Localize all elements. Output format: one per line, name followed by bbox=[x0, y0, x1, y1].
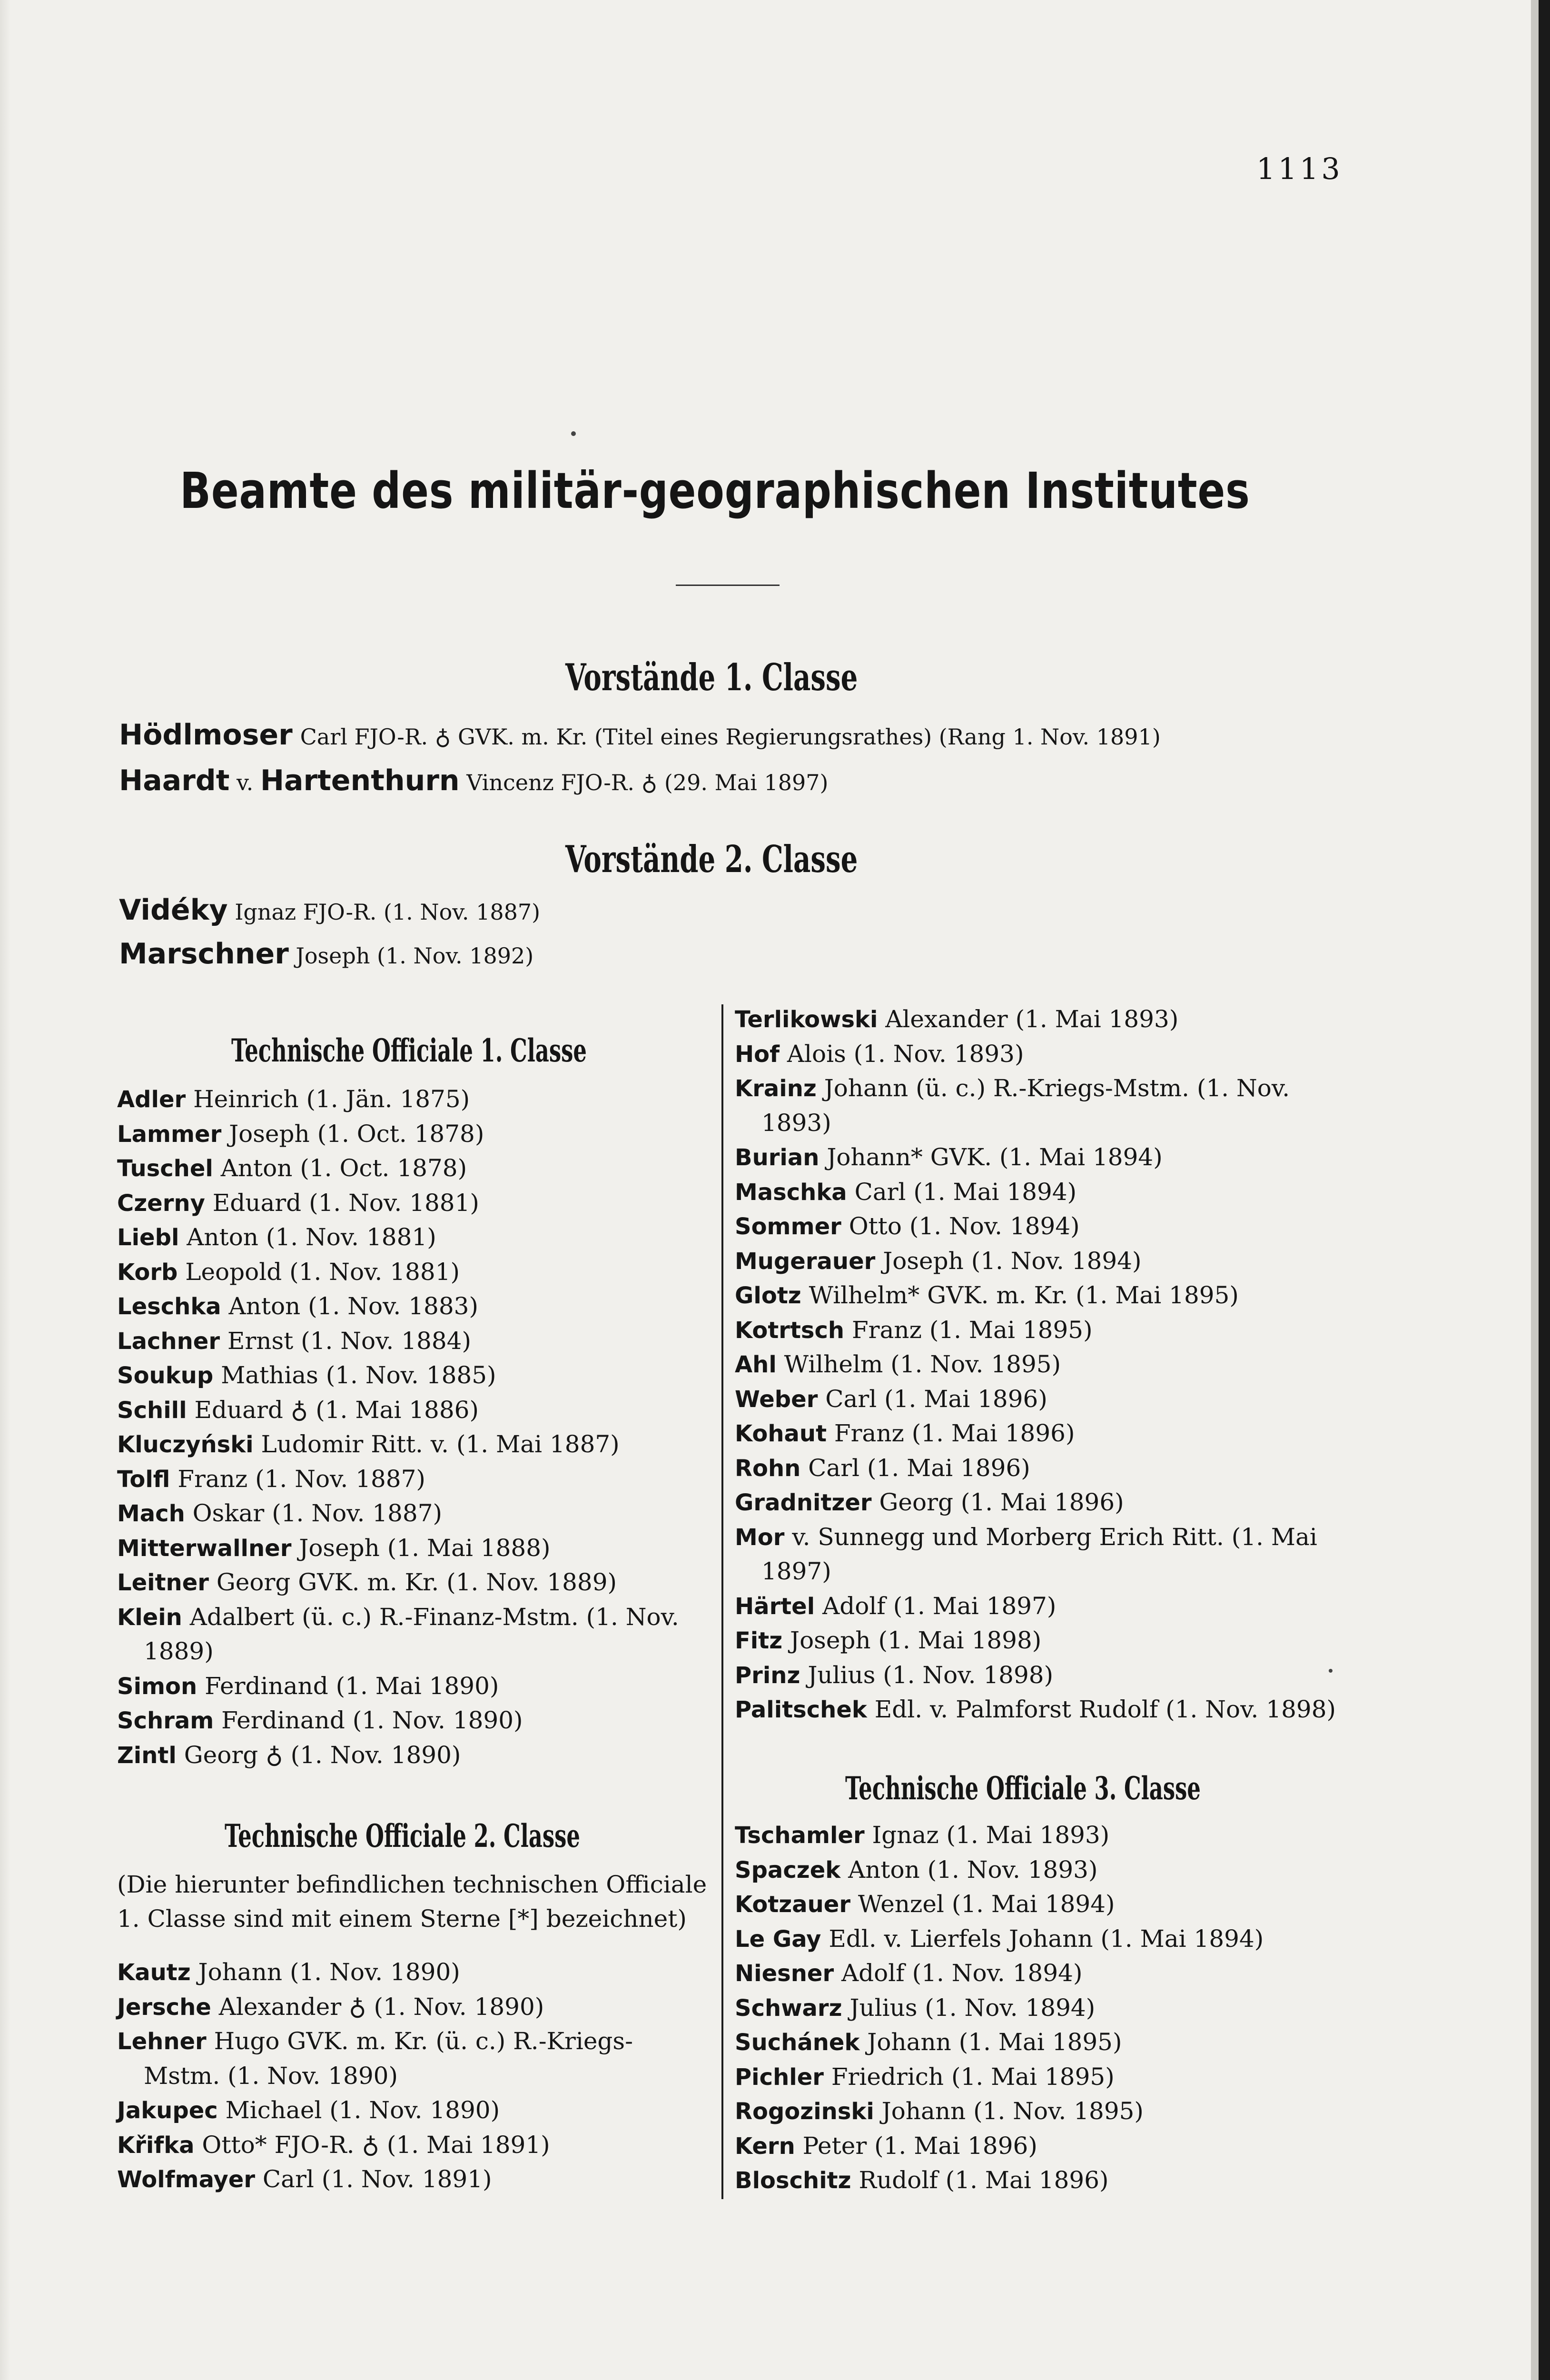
surname: Rohn bbox=[735, 1455, 801, 1482]
surname: Kotrtsch bbox=[735, 1317, 845, 1344]
entry-text: Oskar (1. Nov. 1887) bbox=[185, 1499, 443, 1527]
entry-text: Joseph (1. Mai 1888) bbox=[291, 1534, 551, 1562]
surname: Kotzauer bbox=[735, 1891, 850, 1918]
entry-marschner bbox=[119, 937, 534, 971]
entry-text: Peter (1. Mai 1896) bbox=[795, 2132, 1037, 2160]
surname: Mor bbox=[735, 1524, 785, 1551]
list-item bbox=[735, 1924, 1264, 1953]
list-item bbox=[735, 1318, 1093, 1342]
surname: Fitz bbox=[735, 1627, 783, 1654]
list-item bbox=[117, 1743, 461, 1767]
list-item bbox=[117, 1995, 544, 2019]
list-item bbox=[117, 1432, 620, 1456]
list-item bbox=[117, 2098, 500, 2122]
list-item bbox=[735, 1214, 1080, 1238]
surname: Vidéky bbox=[119, 893, 228, 927]
surname: Wolfmayer bbox=[117, 2166, 255, 2193]
entry-text: Joseph (1. Oct. 1878) bbox=[221, 1120, 484, 1148]
list-item bbox=[735, 1042, 1024, 1066]
entry-text: Wenzel (1. Mai 1894) bbox=[850, 1890, 1115, 1918]
surname: Pichler bbox=[735, 2063, 824, 2091]
entry-text: Carl FJO-R. ♁ GVK. m. Kr. (Titel eines Regierungsrathes) (Rang 1. Nov. 1891) bbox=[300, 724, 1161, 750]
entry-text: Ludomir Ritt. v. (1. Mai 1887) bbox=[253, 1430, 620, 1458]
surname: Leschka bbox=[117, 1293, 221, 1320]
surname: Lammer bbox=[117, 1121, 222, 1148]
entry-text: Eduard (1. Nov. 1881) bbox=[205, 1189, 479, 1217]
entry-text: 1897) bbox=[761, 1557, 831, 1585]
entry-text: Anton (1. Oct. 1878) bbox=[213, 1154, 467, 1182]
heading-officiale-2: Technische Officiale 2. Classe bbox=[225, 1817, 580, 1854]
list-item bbox=[735, 1663, 1053, 1687]
surname: Klein bbox=[117, 1604, 182, 1631]
list-item bbox=[117, 2029, 633, 2053]
surname: Palitschek bbox=[735, 1696, 867, 1723]
surname: Maschka bbox=[735, 1179, 847, 1206]
list-item bbox=[117, 1363, 496, 1387]
entry-text: Edl. v. Lierfels Johann (1. Mai 1894) bbox=[821, 1924, 1264, 1953]
surname: Glotz bbox=[735, 1282, 801, 1309]
entry-text: Johann (ü. c.) R.-Kriegs-Mstm. (1. Nov. bbox=[816, 1074, 1290, 1102]
entry-text: Julius (1. Nov. 1894) bbox=[842, 1993, 1096, 2022]
entry-text-2: Vincenz FJO-R. ♁ (29. Mai 1897) bbox=[459, 770, 829, 795]
entry-text: v. bbox=[229, 770, 260, 795]
surname: Kautz bbox=[117, 1959, 191, 1986]
entry-text: Georg ♁ (1. Nov. 1890) bbox=[176, 1741, 461, 1769]
entry-text: Mathias (1. Nov. 1885) bbox=[213, 1361, 496, 1389]
entry-text: Ignaz FJO-R. (1. Nov. 1887) bbox=[227, 899, 541, 925]
surname: Rogozinski bbox=[735, 2098, 874, 2125]
entry-text: Johann* GVK. (1. Mai 1894) bbox=[819, 1143, 1163, 1171]
surname: Soukup bbox=[117, 1362, 214, 1389]
surname: Tolfl bbox=[117, 1466, 170, 1493]
list-item bbox=[735, 1456, 1030, 1480]
entry-text: Anton (1. Nov. 1893) bbox=[840, 1855, 1098, 1884]
list-item bbox=[117, 1156, 467, 1180]
list-item bbox=[735, 1076, 1290, 1100]
surname: Marschner bbox=[119, 937, 289, 971]
entry-text: Georg GVK. m. Kr. (1. Nov. 1889) bbox=[208, 1568, 617, 1596]
list-item bbox=[735, 1892, 1115, 1916]
page-title: Beamte des militär-geographischen Institutes bbox=[180, 462, 1250, 520]
entry-haardt bbox=[119, 766, 829, 795]
heading-vorstaende-2: Vorstände 2. Classe bbox=[565, 838, 858, 881]
list-item bbox=[735, 1249, 1142, 1273]
list-item bbox=[735, 1283, 1239, 1307]
entry-text: Friedrich (1. Mai 1895) bbox=[823, 2063, 1115, 2091]
list-item bbox=[117, 1674, 499, 1698]
entry-text: Adalbert (ü. c.) R.-Finanz-Mstm. (1. Nov. bbox=[182, 1603, 679, 1631]
surname: Adler bbox=[117, 1086, 186, 1113]
entry-text: Georg (1. Mai 1896) bbox=[871, 1488, 1124, 1516]
list-item bbox=[117, 1467, 425, 1491]
surname: Suchánek bbox=[735, 2029, 860, 2056]
surname: Czerny bbox=[117, 1190, 205, 1217]
column-divider bbox=[721, 1004, 723, 2199]
surname: Křifka bbox=[117, 2132, 195, 2159]
entry-text: Ferdinand (1. Mai 1890) bbox=[197, 1672, 499, 1700]
entry-text: Carl (1. Mai 1896) bbox=[800, 1454, 1030, 1482]
surname: Mitterwallner bbox=[117, 1535, 292, 1562]
surname: Schill bbox=[117, 1397, 187, 1424]
list-item bbox=[117, 1260, 460, 1284]
surname: Liebl bbox=[117, 1224, 179, 1251]
entry-text: Adolf (1. Mai 1897) bbox=[815, 1592, 1056, 1620]
list-item bbox=[735, 2099, 1144, 2123]
surname: Prinz bbox=[735, 1662, 800, 1689]
entry-text: Julius (1. Nov. 1898) bbox=[800, 1661, 1054, 1689]
surname: Zintl bbox=[117, 1742, 177, 1769]
list-item bbox=[735, 1490, 1124, 1514]
surname: Niesner bbox=[735, 1960, 834, 1987]
entry-text: 1889) bbox=[144, 1637, 214, 1665]
surname-2: Hartenthurn bbox=[260, 764, 460, 797]
list-item bbox=[735, 2030, 1122, 2054]
entry-text: Rudolf (1. Mai 1896) bbox=[851, 2166, 1109, 2194]
entry-text: Carl (1. Mai 1896) bbox=[818, 1385, 1047, 1413]
entry-text: Alois (1. Nov. 1893) bbox=[780, 1040, 1024, 1068]
list-item bbox=[117, 1570, 617, 1594]
list-item bbox=[117, 1191, 479, 1215]
surname: Spaczek bbox=[735, 1856, 841, 1884]
entry-text: Otto (1. Nov. 1894) bbox=[841, 1212, 1080, 1240]
list-item bbox=[117, 1501, 442, 1525]
title-rule bbox=[676, 585, 780, 586]
list-item bbox=[735, 2134, 1037, 2158]
note-line-2: 1. Classe sind mit einem Sterne [*] bezeichnet) bbox=[117, 1905, 687, 1933]
entry-text: Franz (1. Mai 1896) bbox=[827, 1419, 1075, 1447]
entry-videky bbox=[119, 893, 541, 927]
entry-text: Edl. v. Palmforst Rudolf (1. Nov. 1898) bbox=[867, 1696, 1336, 1723]
surname: Burian bbox=[735, 1144, 819, 1171]
surname: Kluczyński bbox=[117, 1431, 254, 1458]
heading-officiale-1: Technische Officiale 1. Classe bbox=[231, 1032, 587, 1069]
surname: Hof bbox=[735, 1041, 780, 1068]
entry-text: Joseph (1. Nov. 1894) bbox=[875, 1247, 1142, 1275]
surname: Weber bbox=[735, 1386, 818, 1413]
list-item bbox=[117, 1960, 460, 1984]
surname: Hödlmoser bbox=[119, 718, 293, 752]
entry-text: Ernst (1. Nov. 1884) bbox=[220, 1327, 471, 1355]
surname: Jakupec bbox=[117, 2097, 218, 2124]
surname: Gradnitzer bbox=[735, 1489, 872, 1516]
page-number: 1113 bbox=[1256, 151, 1343, 186]
list-item bbox=[117, 2133, 550, 2157]
surname: Terlikowski bbox=[735, 1006, 878, 1033]
list-item bbox=[735, 2065, 1115, 2089]
surname: Ahl bbox=[735, 1351, 777, 1378]
print-speck bbox=[571, 431, 576, 436]
heading-vorstaende-1: Vorstände 1. Classe bbox=[565, 656, 858, 699]
entry-text: Wilhelm* GVK. m. Kr. (1. Mai 1895) bbox=[801, 1281, 1239, 1309]
entry-text: Adolf (1. Nov. 1894) bbox=[834, 1959, 1083, 1987]
surname: Sommer bbox=[735, 1213, 841, 1240]
surname: Tuschel bbox=[117, 1155, 213, 1182]
surname: Lehner bbox=[117, 2028, 207, 2055]
entry-text: Franz (1. Mai 1895) bbox=[844, 1316, 1093, 1344]
list-item bbox=[735, 1387, 1047, 1411]
entry-text: Heinrich (1. Jän. 1875) bbox=[186, 1085, 470, 1113]
page-edge-right bbox=[1527, 0, 1550, 2380]
entry-text: Otto* FJO-R. ♁ (1. Mai 1891) bbox=[194, 2131, 550, 2159]
surname: Korb bbox=[117, 1259, 178, 1286]
entry-text: Alexander ♁ (1. Nov. 1890) bbox=[211, 1993, 544, 2021]
surname: Kohaut bbox=[735, 1420, 827, 1447]
entry-text: Johann (1. Nov. 1895) bbox=[874, 2097, 1144, 2125]
entry-text: Carl (1. Nov. 1891) bbox=[255, 2165, 492, 2193]
entry-text: Anton (1. Nov. 1881) bbox=[179, 1223, 436, 1251]
surname: Jersche bbox=[117, 1993, 211, 2021]
entry-text: Wilhelm (1. Nov. 1895) bbox=[776, 1350, 1061, 1378]
entry-text: Leopold (1. Nov. 1881) bbox=[178, 1258, 460, 1286]
entry-text: Mstm. (1. Nov. 1890) bbox=[144, 2062, 398, 2090]
list-item bbox=[117, 1294, 478, 1318]
list-item bbox=[735, 1594, 1056, 1618]
list-item bbox=[761, 1111, 831, 1135]
list-item bbox=[735, 1007, 1178, 1031]
surname: Härtel bbox=[735, 1593, 815, 1620]
list-item bbox=[735, 1525, 1317, 1549]
entry-text: Joseph (1. Mai 1898) bbox=[782, 1626, 1042, 1654]
list-item bbox=[117, 1708, 523, 1732]
entry-text: Ignaz (1. Mai 1893) bbox=[864, 1821, 1110, 1849]
list-item bbox=[735, 1628, 1041, 1652]
entry-text: 1893) bbox=[761, 1109, 831, 1137]
entry-text: Franz (1. Nov. 1887) bbox=[170, 1465, 425, 1493]
list-item bbox=[761, 1559, 831, 1583]
surname: Schwarz bbox=[735, 1994, 842, 2022]
entry-text: Johann (1. Mai 1895) bbox=[859, 2028, 1122, 2056]
surname: Haardt bbox=[119, 764, 230, 797]
entry-hoedlmoser bbox=[119, 718, 1161, 752]
list-item bbox=[735, 1823, 1109, 1847]
list-item bbox=[735, 1421, 1075, 1445]
entry-text: Johann (1. Nov. 1890) bbox=[190, 1958, 460, 1986]
entry-text: Joseph (1. Nov. 1892) bbox=[288, 943, 534, 969]
list-item bbox=[117, 1225, 436, 1249]
list-item bbox=[117, 1536, 551, 1560]
surname: Krainz bbox=[735, 1075, 817, 1102]
entry-text: Hugo GVK. m. Kr. (ü. c.) R.-Kriegs- bbox=[206, 2027, 633, 2055]
list-item bbox=[144, 1639, 214, 1663]
print-speck bbox=[1329, 1669, 1333, 1673]
surname: Lachner bbox=[117, 1328, 220, 1355]
surname: Kern bbox=[735, 2132, 795, 2160]
list-item bbox=[735, 1352, 1061, 1376]
entry-text: Anton (1. Nov. 1883) bbox=[221, 1292, 478, 1320]
list-item bbox=[735, 1961, 1082, 1985]
list-item bbox=[735, 1180, 1076, 1204]
list-item bbox=[117, 1398, 479, 1422]
list-item bbox=[735, 1855, 1098, 1884]
list-item bbox=[735, 1993, 1096, 2022]
entry-text: Michael (1. Nov. 1890) bbox=[217, 2096, 500, 2124]
list-item bbox=[117, 1087, 470, 1111]
surname: Le Gay bbox=[735, 1925, 821, 1953]
list-item bbox=[117, 1122, 484, 1146]
heading-officiale-3: Technische Officiale 3. Classe bbox=[845, 1770, 1201, 1807]
page-edge-left bbox=[0, 0, 10, 2380]
entry-text: Carl (1. Mai 1894) bbox=[847, 1178, 1077, 1206]
surname: Tschamler bbox=[735, 1822, 865, 1849]
entry-text: Alexander (1. Mai 1893) bbox=[878, 1005, 1179, 1033]
surname: Simon bbox=[117, 1673, 197, 1700]
list-item bbox=[117, 2167, 492, 2191]
list-item bbox=[735, 1697, 1336, 1721]
list-item bbox=[117, 1605, 679, 1629]
surname: Leitner bbox=[117, 1569, 209, 1596]
list-item bbox=[117, 1329, 471, 1353]
entry-text: Eduard ♁ (1. Mai 1886) bbox=[187, 1396, 479, 1424]
entry-text: v. Sunnegg und Morberg Erich Ritt. (1. Mai bbox=[784, 1523, 1317, 1551]
entry-text: Ferdinand (1. Nov. 1890) bbox=[214, 1706, 523, 1734]
list-item bbox=[144, 2064, 398, 2088]
list-item bbox=[735, 2168, 1109, 2192]
list-item bbox=[735, 1145, 1163, 1169]
surname: Schram bbox=[117, 1707, 214, 1734]
surname: Bloschitz bbox=[735, 2167, 851, 2194]
surname: Mach bbox=[117, 1500, 185, 1527]
surname: Mugerauer bbox=[735, 1248, 876, 1275]
note-line-1: (Die hierunter befindlichen technischen Officiale bbox=[117, 1871, 707, 1898]
